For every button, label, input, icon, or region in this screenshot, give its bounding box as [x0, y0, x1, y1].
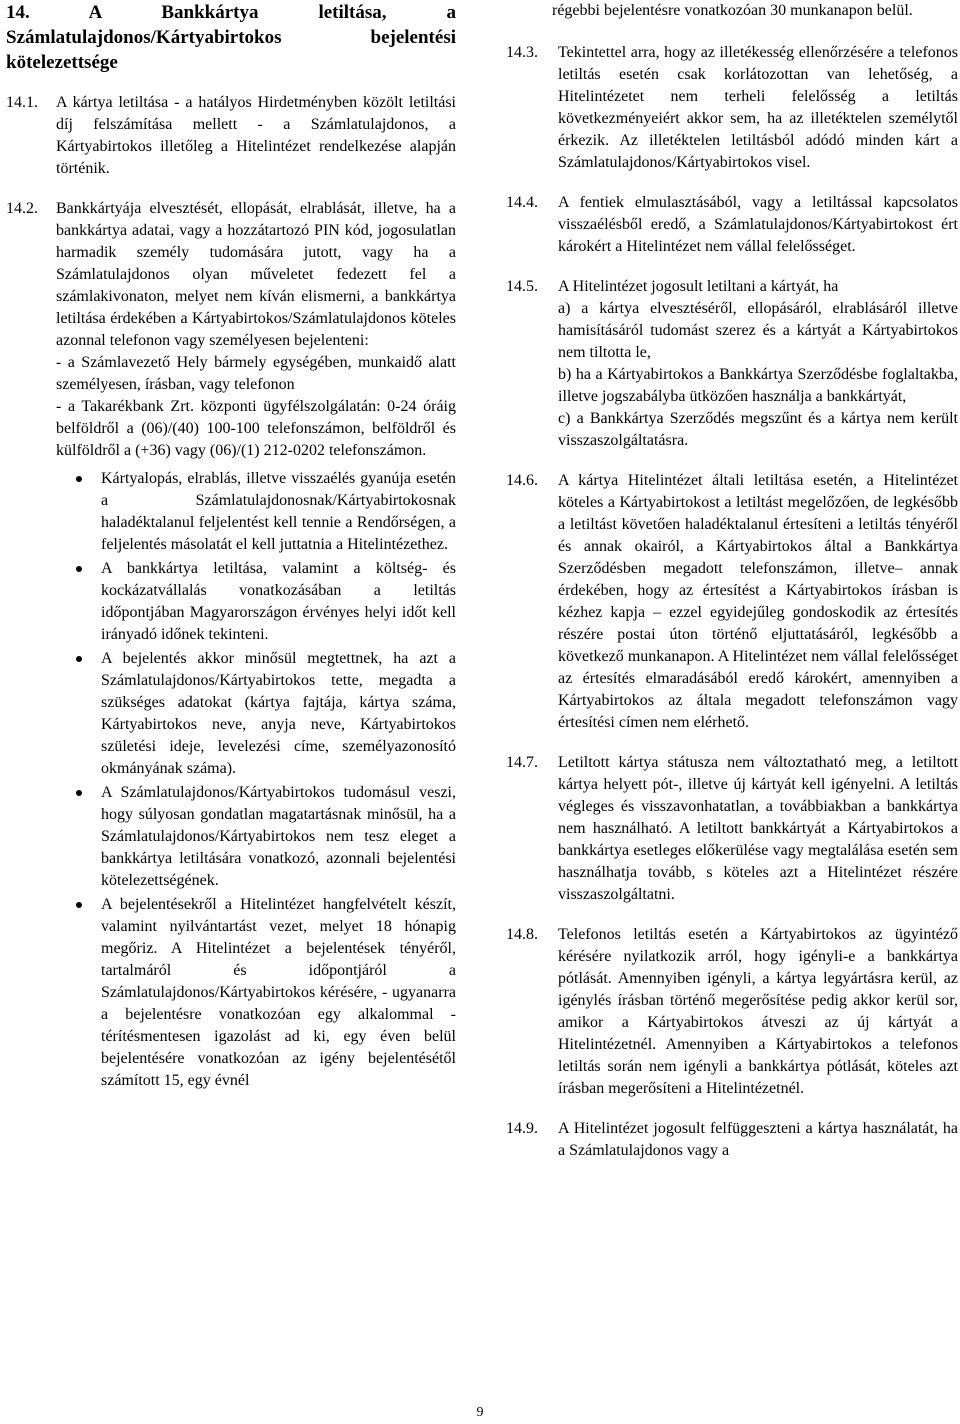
bullet-icon	[76, 656, 82, 662]
bullet-icon	[76, 476, 82, 482]
paragraph-number: 14.3.	[506, 44, 538, 61]
paragraph-text: Tekintettel arra, hogy az illetékesség ellenőrzésére a telefonos letiltás esetén csak korlátozottan van lehetőség, a Hitelintézetet nem terheli felelősség a letiltás következményeiért akkor sem, ha az illetéktelen személytől érkezik. Az illetéktelen letiltásból adódó minden kárt a Számlatulajdonos/Kártyabirtokos visel.	[558, 44, 958, 171]
paragraph-14-5	[506, 276, 958, 452]
left-column	[6, 0, 456, 1094]
bullet-icon	[76, 790, 82, 796]
paragraph-text: Bankkártyája elvesztését, ellopását, elrablását, illetve, ha a bankkártya adatai, vagy a hozzátartozó PIN kód, jogosulatlan harmadik személy tudomására jutott, vagy ha a Számlatulajdonos olyan műveletet fedezett fel a számlakivonaton, melyet nem kíván elismerni, a bankkártya letiltása érdekében a Kártyabirtokos/Számlatulajdonos köteles azonnal telefonon vagy személyesen bejelenteni:	[56, 200, 456, 349]
paragraph-text: A kártya letiltása - a hatályos Hirdetményben közölt letiltási díj felszámítása mellett - a Számlatulajdonos, a Kártyabirtokos illetőleg a Hitelintézet rendelkezése alapján történik.	[56, 94, 456, 177]
continued-text: régebbi bejelentésre vonatkozóan 30 munkanapon belül.	[552, 2, 913, 19]
paragraph-number: 14.2.	[6, 200, 38, 217]
paragraph-text: A fentiek elmulasztásából, vagy a letiltással kapcsolatos visszaélésből eredő, a Számlatulajdonos/Kártyabirtokost ért károkért a Hitelintézet nem vállal felelősséget.	[558, 194, 958, 255]
paragraph-number: 14.8.	[506, 926, 538, 943]
paragraph-text: Telefonos letiltás esetén a Kártyabirtokos az ügyintéző kérésére nyilatkozik arról, hogy igényli-e a bankkártya pótlását. Amennyiben igényli, a kártya legyártásra kerül, az igénylés írásban történő megerősítése pedig akkor kerül sor, amikor a Kártyabirtokos átveszi az új kártyát a Hitelintézetnél. Amennyiben a Kártyabirtokos a telefonos letiltás során nem igényli a bankkártya pótlását, köteles azt írásban megerősíteni a Hitelintézetnél.	[558, 926, 958, 1097]
bullet-list	[6, 468, 456, 1092]
paragraph-number: 14.4.	[506, 194, 538, 211]
bullet-icon	[76, 902, 82, 908]
paragraph-14-8	[506, 924, 958, 1100]
condition-b: b) ha a Kártyabirtokos a Bankkártya Szerződésbe foglaltakba, illetve jogszabályba ütközően használja a bankkártyát,	[558, 366, 958, 405]
paragraph-number: 14.7.	[506, 754, 538, 771]
paragraph-number: 14.9.	[506, 1120, 538, 1137]
paragraph-number: 14.1.	[6, 94, 38, 111]
paragraph-14-3	[506, 42, 958, 174]
paragraph-14-4	[506, 192, 958, 258]
paragraph-14-1	[6, 92, 456, 180]
reporting-channel-branch: - a Számlavezető Hely bármely egységében, munkaidő alatt személyesen, írásban, vagy telefonon	[56, 354, 456, 393]
list-item: A bejelentésekről a Hitelintézet hangfelvételt készít, valamint nyilvántartást vezet, melyet 18 hónapig megőriz. A Hitelintézet a bejelentések tényéről, tartalmáról és időpontjáról a Számlatulajdonos/Kártyabirtokos kérésére, - ugyanarra a bejelentésre vonatkozóan egy alkalommal - térítésmentesen igazolást ad ki, egy éven belül bejelentésére vonatkozóan az igény bejelentésétől számított 15, egy évnél	[56, 894, 456, 1092]
section-heading: 14. A Bankkártya letiltása, a Számlatulajdonos/Kártyabirtokos bejelentési kötelezettsége	[6, 2, 456, 73]
list-item: A Számlatulajdonos/Kártyabirtokos tudomásul veszi, hogy súlyosan gondatlan magatartásnak minősül, ha a Számlatulajdonos/Kártyabirtokos nem tesz eleget a bankkártya letiltására vonatkozó, azonnali bejelentési kötelezettségének.	[56, 782, 456, 892]
list-item: A bejelentés akkor minősül megtettnek, ha azt a Számlatulajdonos/Kártyabirtokos tette, megadta a szükséges adatokat (kártya fajtája, kártya száma, Kártyabirtokos neve, anyja neve, Kártyabirtokos születési ideje, levelezési címe, személyazonosító okmányának száma).	[56, 648, 456, 780]
reporting-channel-hotline: - a Takarékbank Zrt. központi ügyfélszolgálatán: 0-24 óráig belföldről a (06)/(40) 100-100 telefonszámon, belföldről és külföldről a (+36) vagy (06)/(1) 212-0202 telefonszámon.	[56, 398, 456, 459]
paragraph-number: 14.5.	[506, 278, 538, 295]
paragraph-14-7	[506, 752, 958, 906]
paragraph-text: A kártya Hitelintézet általi letiltása esetén, a Hitelintézet köteles a Kártyabirtokost a letiltást megelőzően, de legkésőbb a letiltást követően haladéktalanul értesíteni a letiltás tényéről és annak okairól, a Kártyabirtokos által a Bankkártya Szerződésben megadott telefonszámon, illetve– annak érdekében, hogy az értesítést a Kártyabirtokos írásban is kézhez kapja – ezzel egyidejűleg gondoskodik az értesítés részére postai úton történő eljuttatásáról, legkésőbb a következő munkanapon. A Hitelintézet nem vállal felelősséget az értesítés elmaradásából eredő károkért, amennyiben a Kártyabirtokos az általa megadott telefonszámon vagy értesítési címen nem elérhető.	[558, 472, 958, 731]
bullet-icon	[76, 566, 82, 572]
list-item: A bankkártya letiltása, valamint a költség- és kockázatvállalás vonatkozásában a letiltás időpontjában Magyarországon érvényes helyi időt kell irányadó időnek tekinteni.	[56, 558, 456, 646]
paragraph-text: A Hitelintézet jogosult letiltani a kártyát, ha	[558, 278, 839, 295]
paragraph-14-6	[506, 470, 958, 734]
condition-a: a) a kártya elvesztéséről, ellopásáról, elrablásáról illetve hamisításáról tudomást szerez és a kártyát a Kártyabirtokos nem tiltotta le,	[558, 300, 958, 361]
paragraph-number: 14.6.	[506, 472, 538, 489]
condition-c: c) a Bankkártya Szerződés megszűnt és a kártya nem került visszaszolgáltatásra.	[558, 410, 958, 449]
paragraph-14-9	[506, 1118, 958, 1162]
right-column	[506, 0, 958, 1180]
list-item: Kártyalopás, elrablás, illetve visszaélés gyanúja esetén a Számlatulajdonosnak/Kártyabirtokosnak haladéktalanul feljelentést kell tennie a Rendőrségen, a feljelentés másolatát el kell juttatnia a Hitelintézethez.	[56, 468, 456, 556]
page-number: 9	[476, 1405, 484, 1420]
paragraph-text: Letiltott kártya státusza nem változtatható meg, a letiltott kártya helyett pót-, illetve új kártyát kell igényelni. A letiltás végleges és visszavonhatatlan, a továbbiakban a bankkártya nem használható. A letiltott bankkártyát a Kártyabirtokos a bankkártya esetleges előkerülése vagy megtalálása esetén sem használhatja tovább, s köteles azt a Hitelintézet részére visszaszolgáltatni.	[558, 754, 958, 903]
paragraph-text: A Hitelintézet jogosult felfüggeszteni a kártya használatát, ha a Számlatulajdonos vagy a	[558, 1120, 958, 1159]
paragraph-14-2	[6, 198, 456, 462]
